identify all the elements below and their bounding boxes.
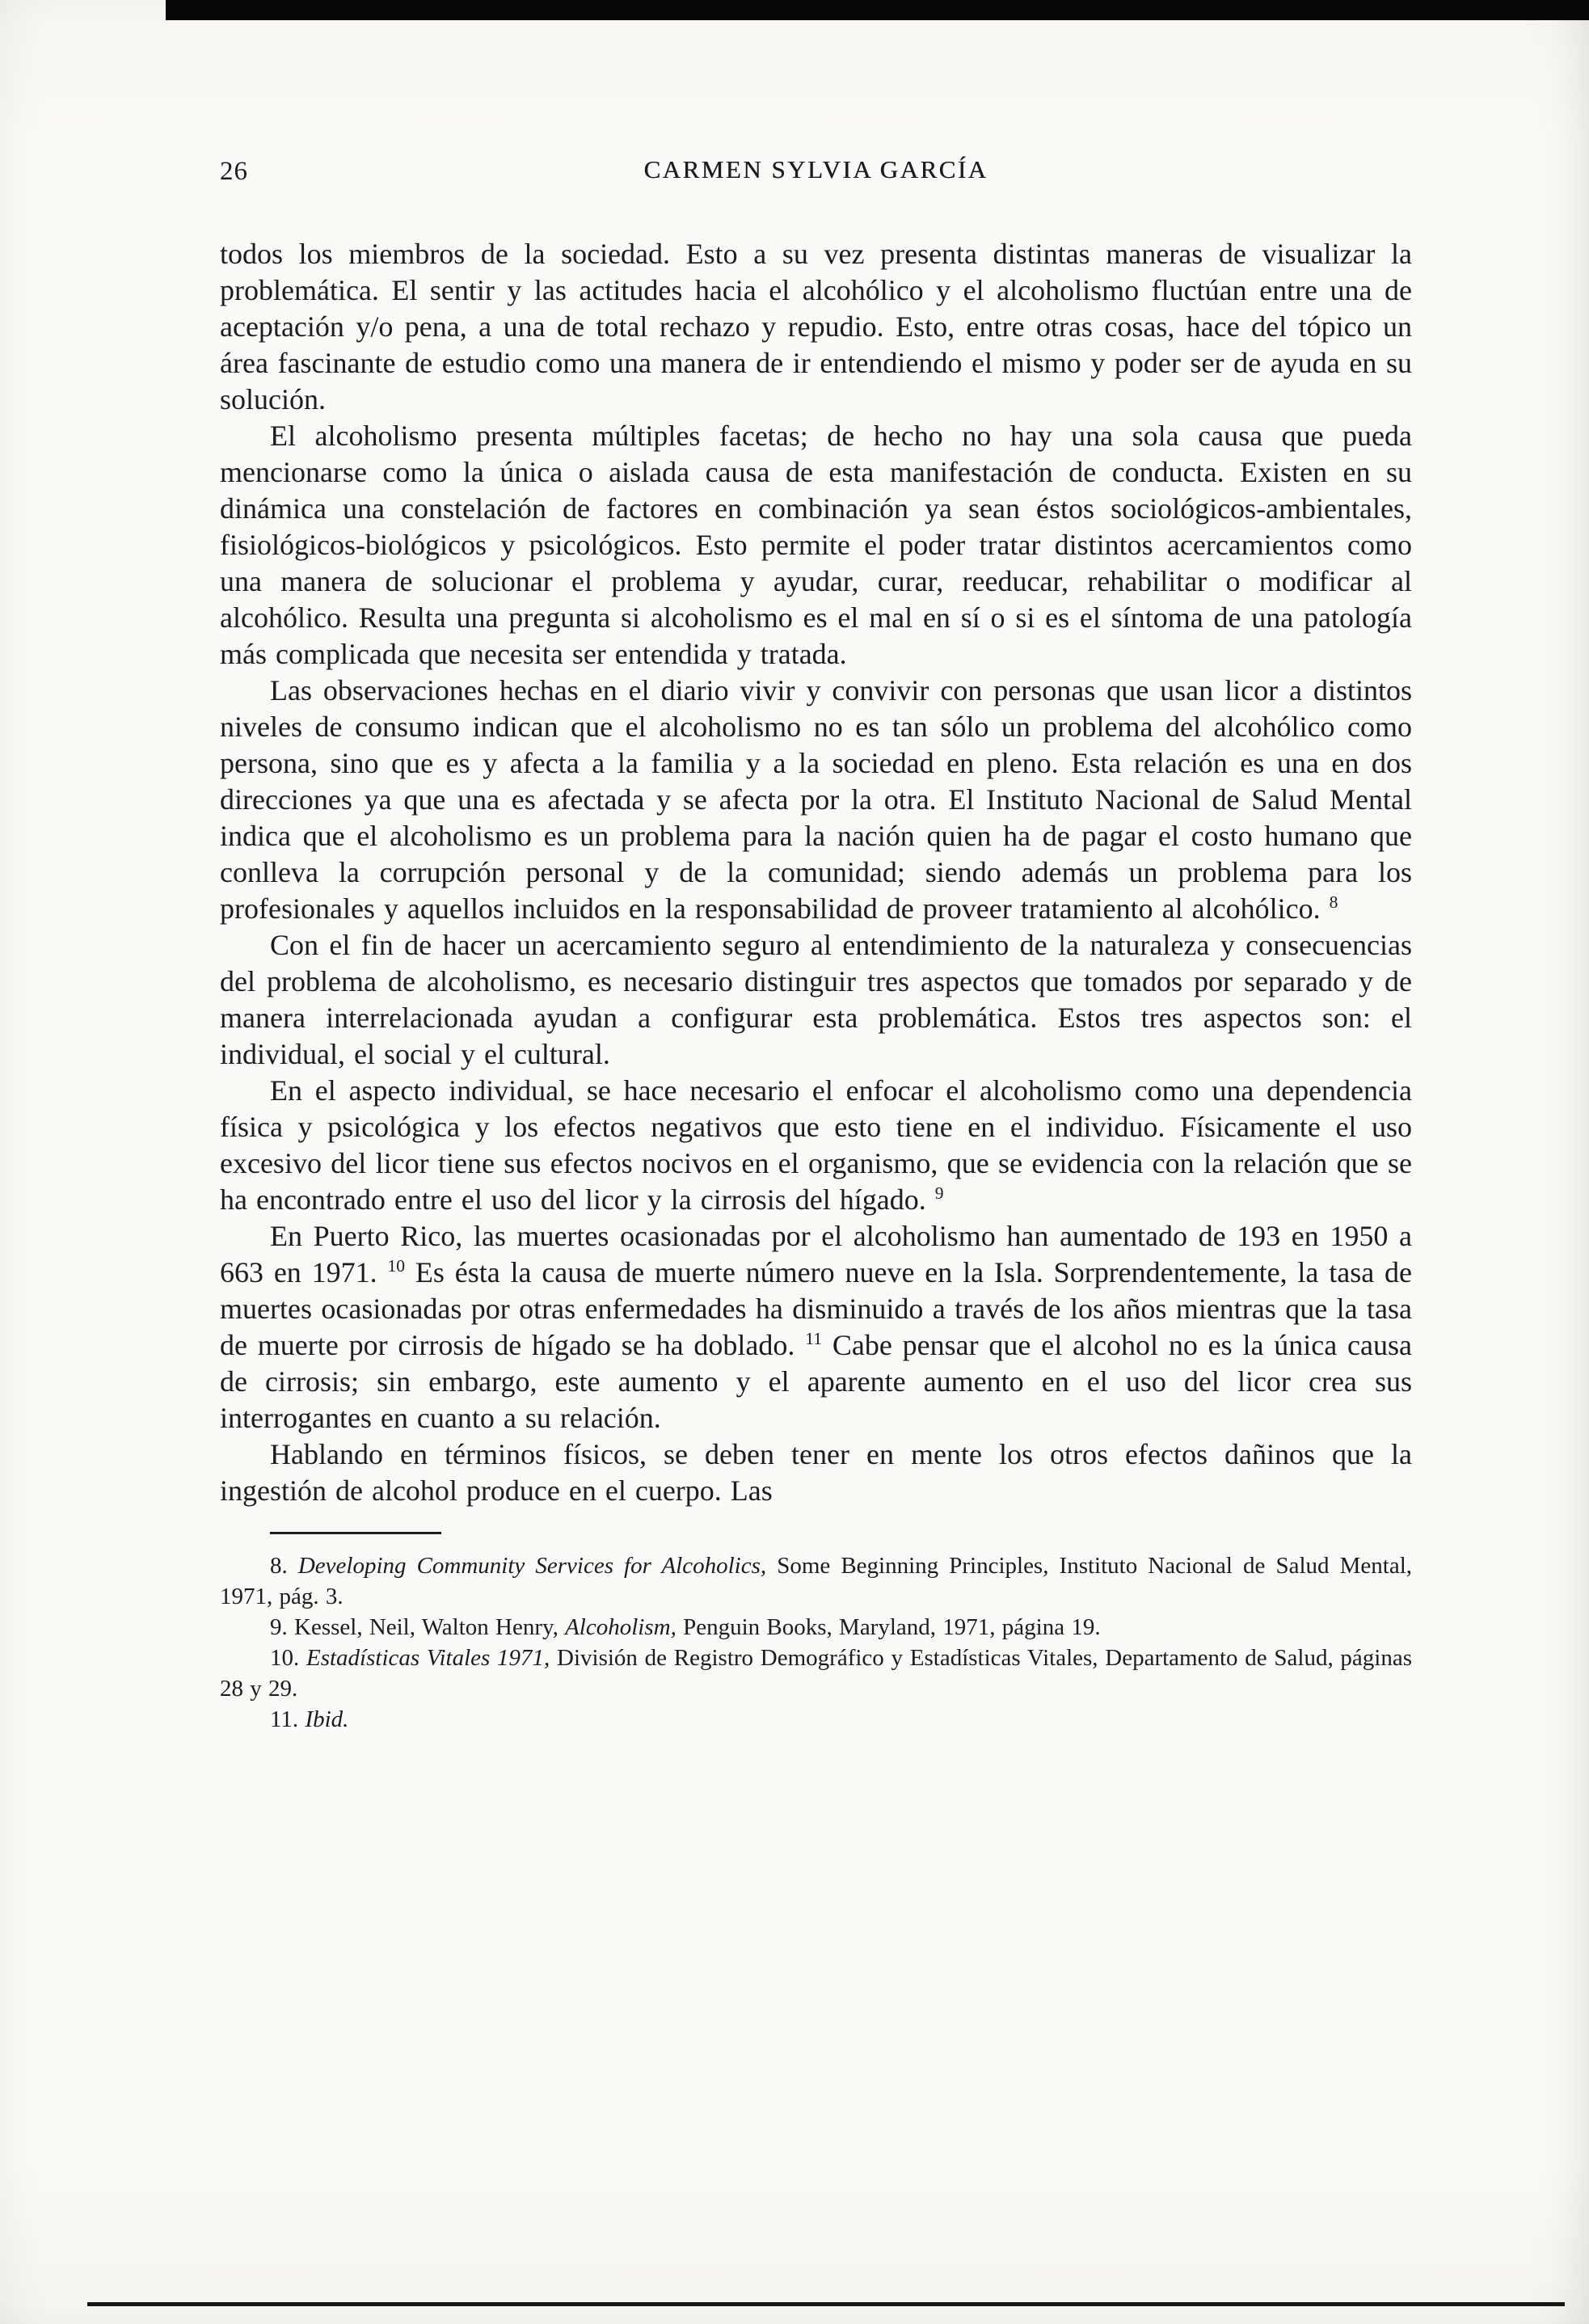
text-run: División de Registro Demográfico y Estadísticas Vitales, Departamento de Salud, páginas 28 y 29. (220, 1645, 1413, 1702)
paragraph (220, 236, 1412, 418)
text-run: En el aspecto individual, se hace necesario el enfocar el alcoholismo como una dependencia física y psicológica y los efectos negativos que esto tiene en el individuo. Físicamente el uso excesivo del licor tiene sus efectos nocivos en el organismo, que se evidencia con la relación que se ha encontrado entre el uso del licor y la cirrosis del hígado. (220, 1074, 1412, 1216)
text-run: 9. Kessel, Neil, Walton Henry, (270, 1614, 566, 1640)
footnote (220, 1550, 1412, 1612)
paragraph (220, 927, 1412, 1073)
text-run: Cabe pensar que el alcohol no es la única causa de cirrosis; sin embargo, este aumento y el aparente aumento en el uso del licor crea sus interrogantes en cuanto a su relación. (220, 1329, 1412, 1434)
footnote-ref: 11 (805, 1329, 823, 1348)
text-run: El alcoholismo presenta múltiples facetas; de hecho no hay una sola causa que pueda mencionarse como la única o aislada causa de esta manifestación de conducta. Existen en su dinámica una constelación de factores en combinación ya sean éstos sociológicos-ambientales, fisiológicos-biológicos y psicológicos. Esto permite el poder tratar distintos acercamientos como una manera de solucionar el problema y ayudar, curar, reeducar, rehabilitar o modificar al alcohólico. Resulta una pregunta si alcoholismo es el mal en sí o si es el síntoma de una patología más complicada que necesita ser entendida y tratada. (220, 420, 1412, 670)
text-run: En Puerto Rico, las muertes ocasionadas por el alcoholismo han aumentado de 193 en 1950 a 663 en 1971. (220, 1220, 1412, 1289)
paragraph (220, 1436, 1412, 1509)
page-header (220, 155, 1412, 194)
footnote (220, 1643, 1412, 1704)
italic-text: Alcoholism, (565, 1614, 676, 1640)
text-run: 8. (270, 1553, 298, 1579)
italic-text: Developing Community Services for Alcoholics, (297, 1553, 767, 1579)
footnote-ref: 9 (934, 1183, 944, 1203)
scan-artifact-bottom-line (87, 2302, 1565, 2306)
text-run: 11. (270, 1706, 306, 1732)
paragraph (220, 673, 1412, 927)
footnote (220, 1704, 1412, 1735)
italic-text: Ibid. (305, 1706, 349, 1732)
footnote (220, 1612, 1412, 1643)
scan-artifact-top-bar (166, 0, 1589, 20)
footnote-ref: 8 (1329, 892, 1338, 912)
text-run: Penguin Books, Maryland, 1971, página 19. (676, 1614, 1101, 1640)
text-run: Some Beginning Principles, Instituto Nacional de Salud Mental, 1971, pág. 3. (220, 1553, 1413, 1609)
footnotes (220, 1550, 1412, 1735)
italic-text: Estadísticas Vitales 1971, (306, 1645, 550, 1671)
paragraph (220, 1218, 1412, 1436)
paragraphs (220, 236, 1412, 1509)
text-block (220, 236, 1412, 1735)
footnote-rule (270, 1532, 441, 1534)
paragraph (220, 418, 1412, 673)
text-run: 10. (270, 1645, 306, 1671)
text-run: Las observaciones hechas en el diario vivir y convivir con personas que usan licor a distintos niveles de consumo indican que el alcoholismo no es tan sólo un problema del alcohólico como persona, sino que es y afecta a la familia y a la sociedad en pleno. Esta relación es una en dos direcciones ya que una es afectada y se afecta por la otra. El Instituto Nacional de Salud Mental indica que el alcoholismo es un problema para la nación quien ha de pagar el costo humano que conlleva la corrupción personal y de la comunidad; siendo además un problema para los profesionales y aquellos incluidos en la responsabilidad de proveer tratamiento al alcohólico. (220, 674, 1412, 925)
text-run: Con el fin de hacer un acercamiento seguro al entendimiento de la naturaleza y consecuencias del problema de alcoholismo, es necesario distinguir tres aspectos que tomados por separado y de manera interrelacionada ayudan a configurar esta problemática. Estos tres aspectos son: el individual, el social y el cultural. (220, 929, 1412, 1070)
text-run: Es ésta la causa de muerte número nueve en la Isla. Sorprendentemente, la tasa de muertes ocasionadas por otras enfermedades ha disminuido a través de los años mientras que la tasa de muerte por cirrosis de hígado se ha doblado. (220, 1256, 1412, 1361)
running-title: CARMEN SYLVIA GARCÍA (643, 155, 988, 183)
text-run: todos los miembros de la sociedad. Esto a su vez presenta distintas maneras de visualizar la problemática. El sentir y las actitudes hacia el alcohólico y el alcoholismo fluctúan entre una de aceptación y/o pena, a una de total rechazo y repudio. Esto, entre otras cosas, hace del tópico un área fascinante de estudio como una manera de ir entendiendo el mismo y poder ser de ayuda en su solución. (220, 238, 1412, 415)
footnote-ref: 10 (387, 1256, 406, 1276)
text-run: Hablando en términos físicos, se deben tener en mente los otros efectos dañinos que la ingestión de alcohol produce en el cuerpo. Las (220, 1438, 1412, 1507)
paragraph (220, 1073, 1412, 1218)
page-number: 26 (220, 157, 248, 186)
